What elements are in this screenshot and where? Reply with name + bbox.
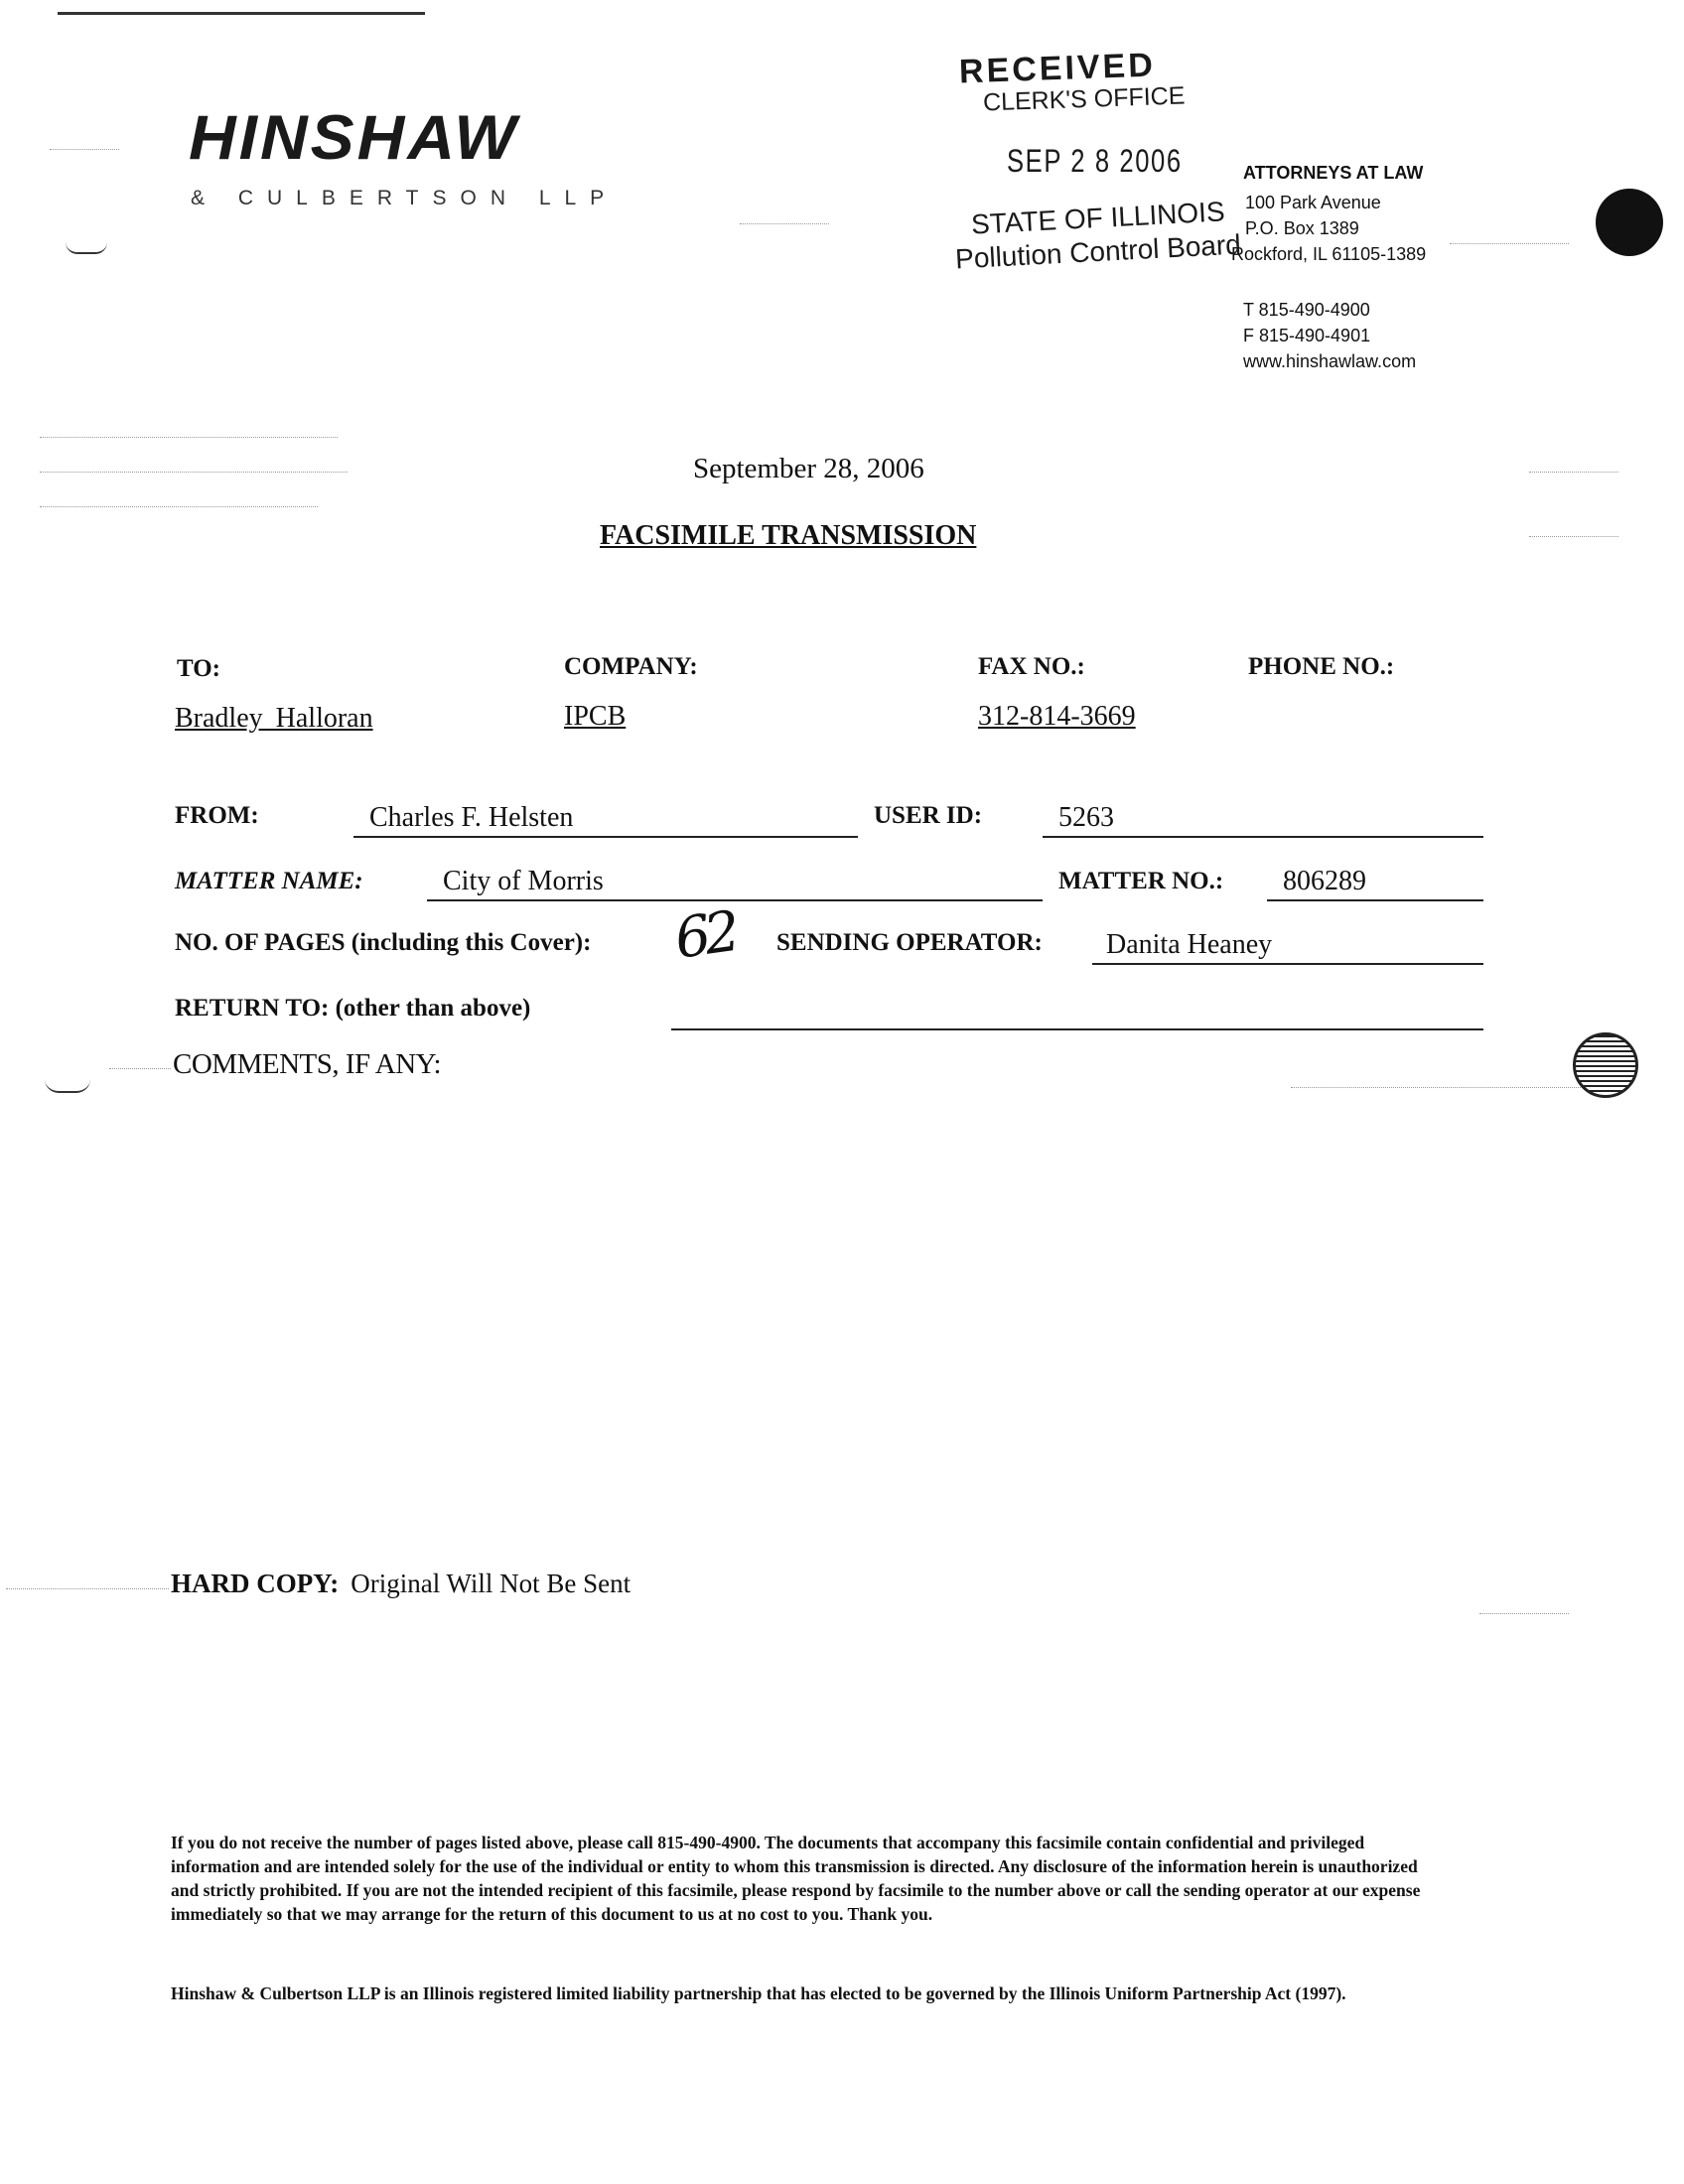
return-label: RETURN TO: (other than above) <box>175 995 531 1022</box>
hard-copy <box>171 1569 631 1599</box>
matter-name-value: City of Morris <box>443 866 604 896</box>
fax-header-line <box>58 12 425 15</box>
firm-logo: HINSHAW <box>189 101 519 173</box>
stamp-state: STATE OF ILLINOIS <box>970 196 1226 240</box>
to-label: TO: <box>177 655 220 682</box>
firm-sub: & CULBERTSON LLP <box>191 187 619 209</box>
fax-label: FAX NO.: <box>978 653 1085 680</box>
margin-mark <box>45 1079 90 1093</box>
fax-number: F 815-490-4901 <box>1243 326 1371 345</box>
stamp-board: Pollution Control Board <box>954 228 1242 275</box>
stamp-office: CLERK'S OFFICE <box>982 81 1186 117</box>
address-line-1: 100 Park Avenue <box>1245 193 1381 212</box>
userid-value: 5263 <box>1058 802 1114 833</box>
hole-punch-mark <box>1596 189 1663 256</box>
return-line <box>671 1028 1483 1030</box>
hole-punch-mark <box>1573 1032 1638 1098</box>
phone-label: PHONE NO.: <box>1248 653 1395 680</box>
scan-noise <box>50 149 119 150</box>
hard-copy-value: Original Will Not Be Sent <box>351 1569 632 1598</box>
operator-label: SENDING OPERATOR: <box>776 929 1043 956</box>
scan-noise <box>1479 1613 1569 1614</box>
matter-no-value: 806289 <box>1283 866 1366 896</box>
userid-label: USER ID: <box>874 802 983 829</box>
scan-noise <box>1291 1087 1618 1088</box>
address-line-3: Rockford, IL 61105-1389 <box>1231 244 1427 264</box>
address-line-2: P.O. Box 1389 <box>1245 218 1359 238</box>
from-line <box>353 836 858 838</box>
document-title: FACSIMILE TRANSMISSION <box>600 520 977 551</box>
operator-value: Danita Heaney <box>1106 929 1273 960</box>
fax-value: 312-814-3669 <box>978 701 1136 732</box>
stamp-received: RECEIVED <box>958 46 1157 91</box>
scan-noise <box>1450 243 1569 244</box>
confidentiality-notice: If you do not receive the number of pages listed above, please call 815-490-4900. The documents that accompany this facsimile contain confidential and privileged information and are intended solely for the use of the individual or entity to whom this transmission is directed. Any disclosure of the information herein is unauthorized and strictly prohibited. If you are not the intended recipient of this facsimile, please respond by facsimile to the number above or call the sending operator at our expense immediately so that we may arrange for the return of this document to us at no cost to you. Thank you. <box>171 1833 1421 1924</box>
scan-noise <box>1529 472 1618 473</box>
phone-number: T 815-490-4900 <box>1243 300 1370 320</box>
comments-label: COMMENTS, IF ANY: <box>173 1048 442 1080</box>
scan-noise <box>40 437 338 438</box>
from-label: FROM: <box>175 802 259 829</box>
scan-noise <box>6 1588 169 1589</box>
matter-name-label <box>175 868 363 895</box>
document-date: September 28, 2006 <box>693 453 924 484</box>
operator-line <box>1092 963 1483 965</box>
company-label: COMPANY: <box>564 653 698 680</box>
matter-no-line <box>1267 899 1483 901</box>
scan-noise <box>109 1068 171 1069</box>
matter-name-line <box>427 899 1043 901</box>
matter-no-label: MATTER NO.: <box>1058 868 1224 894</box>
stamp-date: SEP 2 8 2006 <box>1007 143 1183 179</box>
userid-line <box>1043 836 1483 838</box>
attorneys-at-law: ATTORNEYS AT LAW <box>1243 163 1424 183</box>
scan-noise <box>40 506 318 507</box>
pages-value: 62 <box>670 899 739 972</box>
scan-noise <box>1529 536 1618 537</box>
margin-mark <box>66 242 107 254</box>
hard-copy-label: HARD COPY: <box>171 1569 340 1598</box>
pages-label: NO. OF PAGES (including this Cover): <box>175 929 592 956</box>
to-value: Bradley Halloran <box>175 703 373 734</box>
website: www.hinshawlaw.com <box>1243 351 1417 371</box>
partnership-notice: Hinshaw & Culbertson LLP is an Illinois registered limited liability partnership that has elected to be governed by the Illinois Uniform Partnership Act (1997). <box>171 1983 1346 2003</box>
company-value: IPCB <box>564 701 627 732</box>
scan-noise <box>40 472 348 473</box>
from-value: Charles F. Helsten <box>369 802 574 833</box>
matter-name-label-text: MATTER NAME: <box>175 868 363 894</box>
scan-noise <box>740 223 829 224</box>
